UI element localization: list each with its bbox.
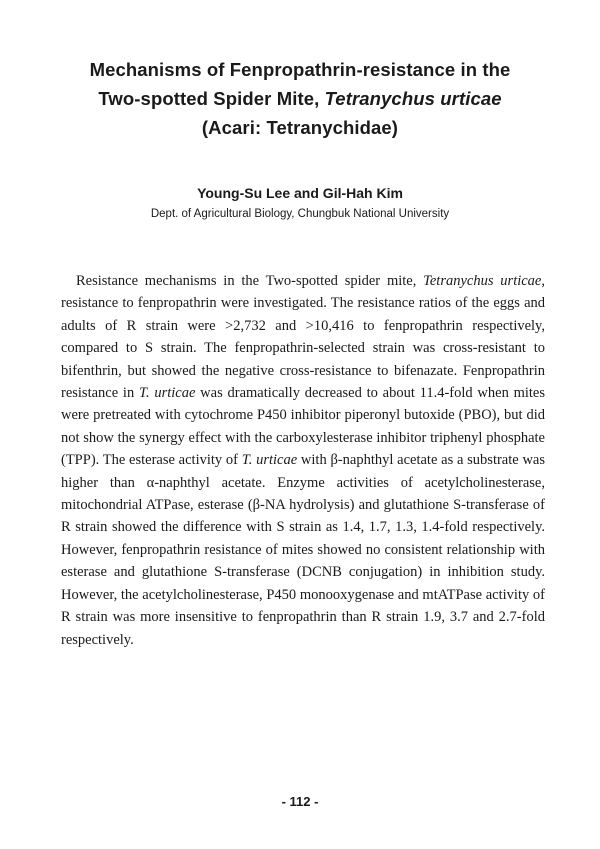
title-line-2	[0, 84, 600, 113]
abstract-paragraph	[61, 270, 545, 651]
author-affiliation: Dept. of Agricultural Biology, Chungbuk National University	[150, 208, 450, 220]
abstract-text-2: resistance to fenpropathrin were investigated. The resistance ratios of the eggs and adults of R strain were >2,732 and >10,416 to fenpropathrin respectively, compared to S strain. The fenpropathrin-selected strain was cross-resistant to bifenthrin, but showed the negative cross-resistance to bifenazate. Fenpropathrin resistance in	[61, 295, 545, 402]
title-line-1: Mechanisms of Fenpropathrin-resistance in the	[89, 59, 511, 80]
title-line-3: (Acari: Tetranychidae)	[201, 117, 399, 138]
title-species-name: Tetranychus urticae	[324, 88, 502, 109]
author-names: Young-Su Lee and Gil-Hah Kim	[197, 185, 403, 201]
title-line-2-prefix: Two-spotted Spider Mite,	[98, 88, 325, 109]
abstract-text-1: Resistance mechanisms in the Two-spotted spider mite,	[76, 273, 424, 289]
paper-title	[0, 55, 600, 142]
abstract-text-3: was dramatically decreased to about 11.4-fold when mites were pretreated with cytochrome P450 inhibitor piperonyl butoxide (PBO), but did not show the synergy effect with the carboxylesterase inhibitor triphenyl phosphate (TPP). The esterase activity of	[61, 385, 545, 469]
abstract-species-3: T. urticae	[241, 452, 298, 469]
abstract-text-4: with β-naphthyl acetate as a substrate was higher than α-naphthyl acetate. Enzyme activities of acetylcholinesterase, mitochondrial ATPase, esterase (β-NA hydrolysis) and glutathione S-transferase of R strain showed the difference with S strain as 1.4, 1.7, 1.3, 1.4-fold respectively. However, fenpropathrin resistance of mites showed no consistent relationship with esterase and glutathione S-transferase (DCNB conjugation) in inhibition study. However, the acetylcholinesterase, P450 monooxygenase and mtATPase activity of R strain was more insensitive to fenpropathrin than R strain 1.9, 3.7 and 2.7-fold respectively.	[61, 452, 546, 648]
page-number: - 112 -	[281, 794, 319, 809]
abstract-species-2: T. urticae	[138, 385, 196, 402]
abstract-species-1: Tetranychus urticae,	[423, 273, 545, 289]
